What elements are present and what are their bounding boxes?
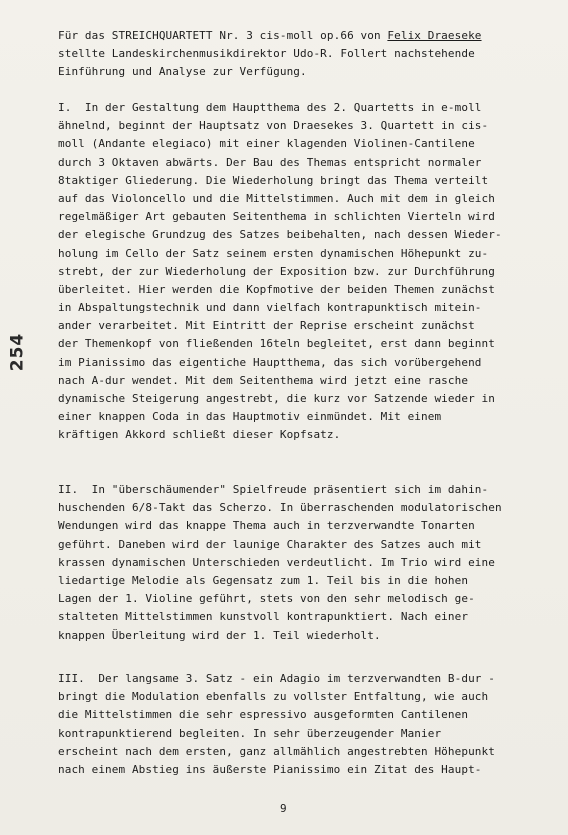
text-line: nach einem Abstieg ins äußerste Pianissimo ein Zitat des Haupt- xyxy=(58,762,482,776)
text-line: holung im Cello der Satz seinem ersten dynamischen Höhepunkt zu- xyxy=(58,246,489,260)
text-line: in Abspaltungstechnik und dann vielfach kontrapunktisch mitein- xyxy=(58,301,482,315)
text-line: die Mittelstimmen die sehr espressivo ausgeformten Cantilenen xyxy=(58,708,469,722)
composer-name: Felix Draeseke xyxy=(387,29,482,42)
page-number: 9 xyxy=(280,802,287,815)
margin-note-text: 254 xyxy=(7,332,27,372)
text-line: 8taktiger Gliederung. Die Wiederholung bringt das Thema verteilt xyxy=(58,173,489,187)
text-line: der elegische Grundzug des Satzes beibehalten, nach dessen Wieder- xyxy=(58,228,502,242)
intro-text: Für das STREICHQUARTETT Nr. 3 cis-moll op.66 von xyxy=(58,29,388,42)
text-line: durch 3 Oktaven abwärts. Der Bau des Themas entspricht normaler xyxy=(58,155,482,169)
text-line: kräftigen Akkord schließt dieser Kopfsatz. xyxy=(58,428,341,442)
text-line: im Pianissimo das eigentiche Hauptthema, das sich vorübergehend xyxy=(58,355,482,369)
section-1-paragraph xyxy=(58,99,558,445)
text-line: erscheint nach dem ersten, ganz allmählich angestrebten Höhepunkt xyxy=(58,744,495,758)
text-line: auf das Violoncello und die Mittelstimmen. Auch mit dem in gleich xyxy=(58,191,495,205)
handwritten-margin-note xyxy=(2,330,32,374)
text-line: III. Der langsame 3. Satz - ein Adagio im terzverwandten B-dur - xyxy=(58,672,495,685)
text-line: Wendungen wird das knappe Thema auch in terzverwandte Tonarten xyxy=(58,519,475,533)
text-line: ähnelnd, beginnt der Hauptsatz von Draesekes 3. Quartett in cis- xyxy=(58,119,489,133)
text-line: bringt die Modulation ebenfalls zu vollster Entfaltung, wie auch xyxy=(58,690,489,704)
intro-paragraph xyxy=(58,27,558,82)
text-line: kontrapunktierend begleiten. In sehr überzeugender Manier xyxy=(58,726,442,740)
text-line: einer knappen Coda in das Hauptmotiv einmündet. Mit einem xyxy=(58,410,442,424)
text-line: knappen Überleitung wird der 1. Teil wiederholt. xyxy=(58,628,381,642)
text-line: Einführung und Analyse zur Verfügung. xyxy=(58,65,307,79)
section-2-paragraph xyxy=(58,481,558,645)
text-line: liedartige Melodie als Gegensatz zum 1. Teil bis in die hohen xyxy=(58,573,469,587)
text-line: moll (Andante elegiaco) mit einer klagenden Violinen-Cantilene xyxy=(58,137,475,151)
text-line: huschenden 6/8-Takt das Scherzo. In überraschenden modulatorischen xyxy=(58,501,502,515)
text-line: nach A-dur wendet. Mit dem Seitenthema wird jetzt eine rasche xyxy=(58,373,469,387)
text-line: krassen dynamischen Unterschieden verdeutlicht. Im Trio wird eine xyxy=(58,555,495,569)
text-line: stalteten Mittelstimmen kunstvoll kontrapunktiert. Nach einer xyxy=(58,610,469,624)
text-line: Lagen der 1. Violine geführt, stets von den sehr melodisch ge- xyxy=(58,592,475,606)
text-line: stellte Landeskirchenmusikdirektor Udo-R. Follert nachstehende xyxy=(58,47,475,61)
text-line: regelmäßiger Art gebauten Seitenthema in schlichten Vierteln wird xyxy=(58,210,495,224)
section-3-paragraph xyxy=(58,670,558,779)
text-line: ander verarbeitet. Mit Eintritt der Reprise erscheint zunächst xyxy=(58,319,475,333)
text-line xyxy=(58,27,558,45)
text-line: dynamische Steigerung angestrebt, die kurz vor Satzende wieder in xyxy=(58,392,495,405)
text-line: II. In "überschäumender" Spielfreude präsentiert sich im dahin- xyxy=(58,483,489,496)
text-line: strebt, der zur Wiederholung der Exposition bzw. zur Durchführung xyxy=(58,264,495,278)
text-line: I. In der Gestaltung dem Hauptthema des 2. Quartetts in e-moll xyxy=(58,101,482,114)
text-line: geführt. Daneben wird der launige Charakter des Satzes auch mit xyxy=(58,537,482,551)
text-line: der Themenkopf von fließenden 16teln begleitet, erst dann beginnt xyxy=(58,337,495,351)
text-line: überleitet. Hier werden die Kopfmotive der beiden Themen zunächst xyxy=(58,282,495,296)
